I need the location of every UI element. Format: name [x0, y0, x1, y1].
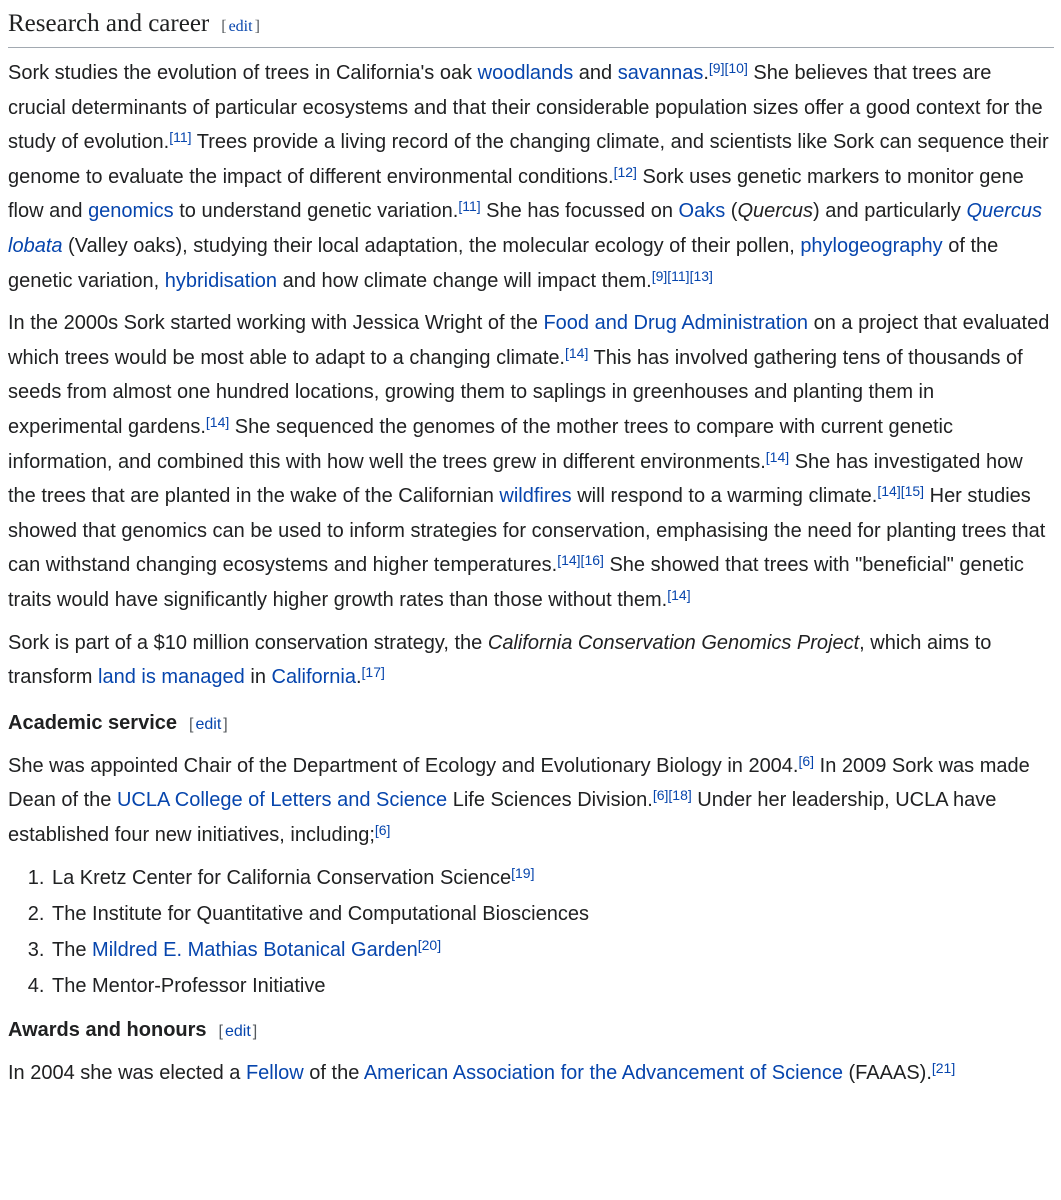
citation[interactable]: [14]	[205, 413, 230, 430]
link-ucla-college[interactable]: UCLA College of Letters and Science	[116, 789, 448, 812]
edit-link-awards[interactable]: edit	[225, 1023, 251, 1041]
link-hybridisation[interactable]: hybridisation	[164, 269, 278, 292]
text: (	[725, 200, 738, 223]
link-land-management[interactable]: land is managed	[98, 666, 245, 689]
link-california[interactable]: California	[271, 666, 356, 689]
text: She was appointed Chair of the Department of Ecology and Evolutionary Biology in 2004.	[8, 754, 799, 777]
text: .	[355, 666, 362, 689]
edit-link-wrapper: [ edit ]	[218, 1023, 258, 1041]
edit-link-wrapper: [ edit ]	[189, 715, 228, 733]
text: This has involved gathering tens of thousands of seeds from almost one hundred locations, growing them to saplings in greenhouses and planting them in experimental gardens.	[8, 346, 1023, 438]
italic-text: Quercus	[737, 200, 814, 223]
list-item	[50, 932, 1054, 968]
text: She showed that trees with "beneficial" genetic traits would have significantly higher growth rates than those without them.	[8, 554, 1024, 611]
paragraph-academic-1	[8, 749, 1054, 853]
link-woodlands[interactable]: woodlands	[477, 62, 574, 84]
text: She believes that trees are crucial determinants of particular ecosystems and that their considerable population sizes offer a good context for the study of evolution.	[8, 62, 1043, 154]
text: The Mentor-Professor Initiative	[52, 975, 326, 998]
citation[interactable]: [14]	[765, 448, 790, 465]
text: The	[52, 939, 93, 962]
italic-text: California Conservation Genomics Project	[487, 631, 860, 654]
link-botanical-garden[interactable]: Mildred E. Mathias Botanical Garden	[92, 939, 418, 962]
link-savannas[interactable]: savannas	[617, 62, 704, 84]
link-wildfires[interactable]: wildfires	[499, 485, 572, 508]
edit-link-research[interactable]: edit	[228, 18, 253, 35]
italic-link-text: Quercus lobata	[8, 200, 1043, 257]
link-genomics[interactable]: genomics	[88, 200, 174, 223]
text: to understand genetic variation.	[173, 200, 459, 223]
paragraph-awards-1	[8, 1056, 1054, 1091]
link-phylogeography[interactable]: phylogeography	[800, 234, 943, 257]
link-oaks[interactable]: Oaks	[678, 200, 726, 223]
text: Her studies showed that genomics can be used to inform strategies for conservation, emphasising the need for planting trees that can withstand changing ecosystems and higher temperatures.	[8, 485, 1046, 577]
citation[interactable]: [20]	[417, 937, 442, 954]
link-aaas[interactable]: American Association for the Advancement of Science	[363, 1062, 843, 1085]
section-title: Academic service	[8, 711, 178, 734]
text: .	[703, 62, 709, 84]
text: (Valley oaks), studying their local adaptation, the molecular ecology of their pollen,	[62, 234, 801, 257]
citation[interactable]: [19]	[511, 865, 535, 882]
text: , which aims to transform	[8, 631, 992, 689]
citation[interactable]: [14]	[667, 586, 691, 603]
citation[interactable]: [6]	[374, 821, 391, 838]
list-item	[50, 968, 1054, 1004]
citation[interactable]: [11]	[458, 198, 481, 215]
section-heading-awards	[8, 1016, 1054, 1046]
text: and how climate change will impact them.	[277, 269, 652, 292]
citation[interactable]: [9][10]	[708, 60, 748, 76]
text: ) and particularly	[813, 200, 967, 223]
section-title: Awards and honours	[8, 1019, 207, 1042]
text: in	[244, 666, 272, 689]
list-item	[50, 896, 1054, 932]
article-content	[8, 8, 1054, 1091]
text: Sork studies the evolution of trees in California's oak	[8, 62, 478, 84]
text: Sork uses genetic markers to monitor gene flow and	[8, 165, 1024, 223]
link-fellow[interactable]: Fellow	[245, 1062, 304, 1085]
text: She has investigated how the trees that are planted in the wake of the Californian	[8, 450, 1023, 508]
citation[interactable]: [9][11][13]	[651, 267, 713, 284]
text: The Institute for Quantitative and Computational Biosciences	[52, 903, 589, 926]
text: She has focussed on	[480, 200, 679, 223]
citation[interactable]: [14][16]	[557, 552, 604, 569]
text: (FAAAS).	[842, 1062, 932, 1085]
citation[interactable]: [14]	[565, 344, 589, 361]
citation[interactable]: [6]	[798, 752, 815, 769]
text: of the genetic variation,	[8, 234, 999, 292]
citation[interactable]: [17]	[361, 664, 385, 681]
link-fda[interactable]: Food and Drug Administration	[543, 312, 809, 335]
paragraph-research-3	[8, 626, 1054, 695]
text: Trees provide a living record of the changing climate, and scientists like Sork can sequence their genome to evaluate the impact of different environmental conditions.	[8, 131, 1049, 188]
list-item	[50, 860, 1054, 896]
section-heading-research	[8, 8, 1054, 48]
text: on a project that evaluated which trees would be most able to adapt to a changing climate.	[8, 312, 1050, 369]
text: In 2004 she was elected a	[8, 1062, 246, 1085]
text: and	[573, 62, 618, 84]
text: Under her leadership, UCLA have established four new initiatives, including;	[8, 789, 997, 846]
citation[interactable]: [11]	[169, 129, 192, 146]
text: will respond to a warming climate.	[571, 485, 878, 508]
paragraph-research-1	[8, 56, 1054, 298]
text: In 2009 Sork was made Dean of the	[8, 754, 1030, 812]
citation[interactable]: [12]	[613, 163, 637, 180]
text: Sork is part of a $10 million conservation strategy, the	[8, 631, 488, 654]
text: of the	[303, 1062, 364, 1085]
initiatives-list	[8, 860, 1054, 1004]
text: Life Sciences Division.	[447, 789, 653, 812]
citation[interactable]: [21]	[931, 1060, 956, 1077]
edit-link-wrapper: [ edit ]	[221, 18, 260, 35]
text: She sequenced the genomes of the mother trees to compare with current genetic information, and combined this with how well the trees grew in different environments.	[8, 415, 953, 473]
section-title: Research and career	[8, 10, 210, 37]
citation[interactable]: [14][15]	[877, 483, 925, 500]
edit-link-academic[interactable]: edit	[195, 715, 222, 733]
text: In the 2000s Sork started working with Jessica Wright of the	[8, 312, 544, 335]
text: La Kretz Center for California Conservation Science	[52, 867, 512, 890]
citation[interactable]: [6][18]	[652, 787, 692, 804]
section-heading-academic	[8, 709, 1054, 739]
paragraph-research-2	[8, 306, 1054, 617]
